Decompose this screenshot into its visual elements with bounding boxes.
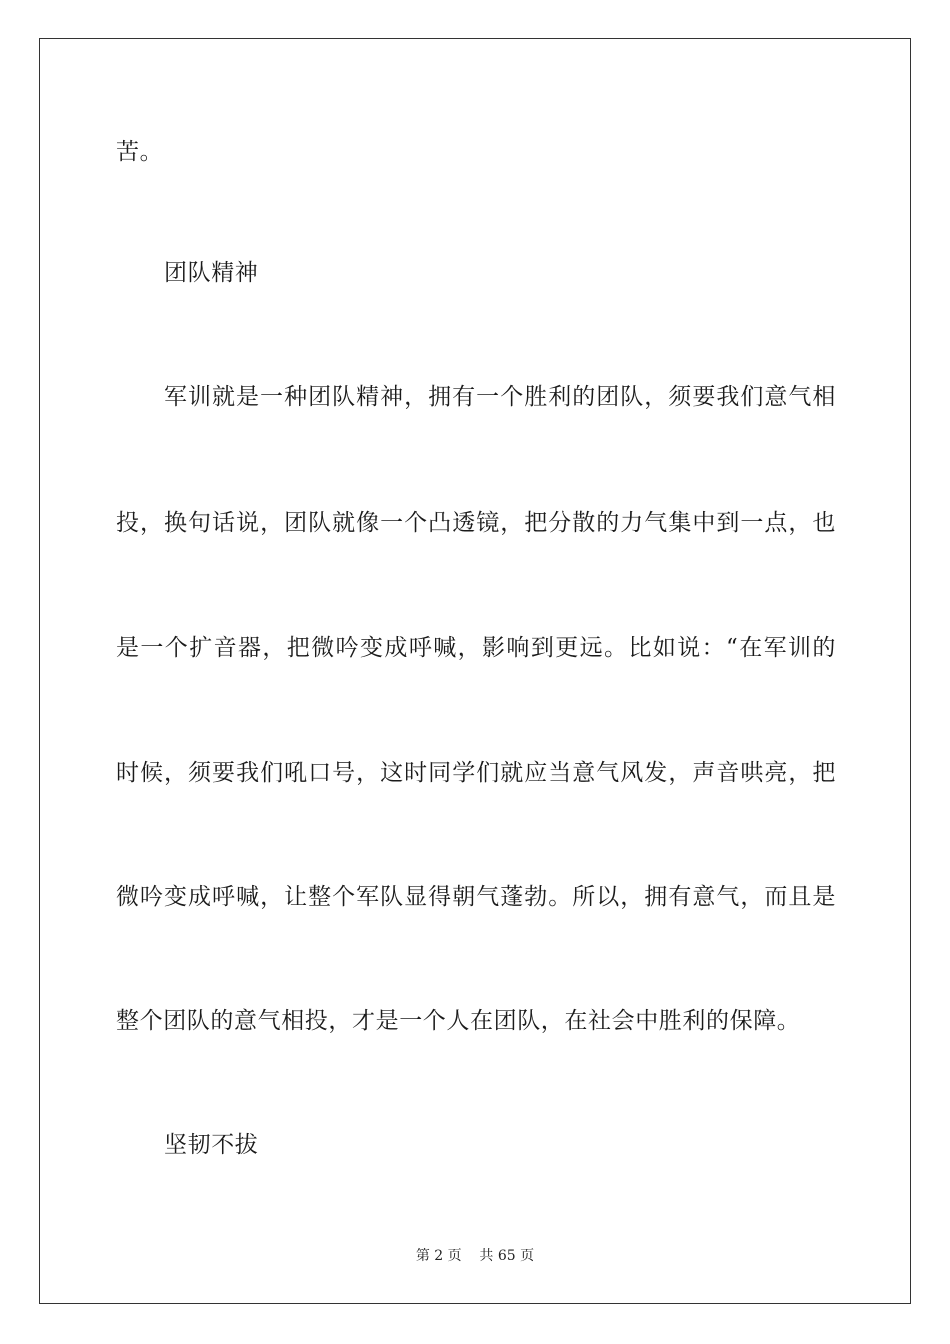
paragraph-line: 是一个扩音器，把微吟变成呼喊，影响到更远。比如说：“在军训的 xyxy=(116,635,836,661)
page-border xyxy=(39,38,911,1304)
paragraph-line: 时候，须要我们吼口号，这时同学们就应当意气风发，声音哄亮，把 xyxy=(116,760,836,786)
paragraph-line: 微吟变成呼喊，让整个军队显得朝气蓬勃。所以，拥有意气，而且是 xyxy=(116,884,836,910)
paragraph-line: 投，换句话说，团队就像一个凸透镜，把分散的力气集中到一点，也 xyxy=(116,510,836,536)
paragraph-line: 军训就是一种团队精神，拥有一个胜利的团队，须要我们意气相 xyxy=(164,384,836,410)
paragraph-line-continuation: 苦。 xyxy=(116,139,164,165)
page-number-footer: 第 2 页 共 65 页 xyxy=(415,1248,535,1264)
paragraph-line: 整个团队的意气相投，才是一个人在团队，在社会中胜利的保障。 xyxy=(116,1008,801,1034)
section-heading-perseverance: 坚韧不拔 xyxy=(164,1132,259,1158)
section-heading-team-spirit: 团队精神 xyxy=(164,260,259,286)
